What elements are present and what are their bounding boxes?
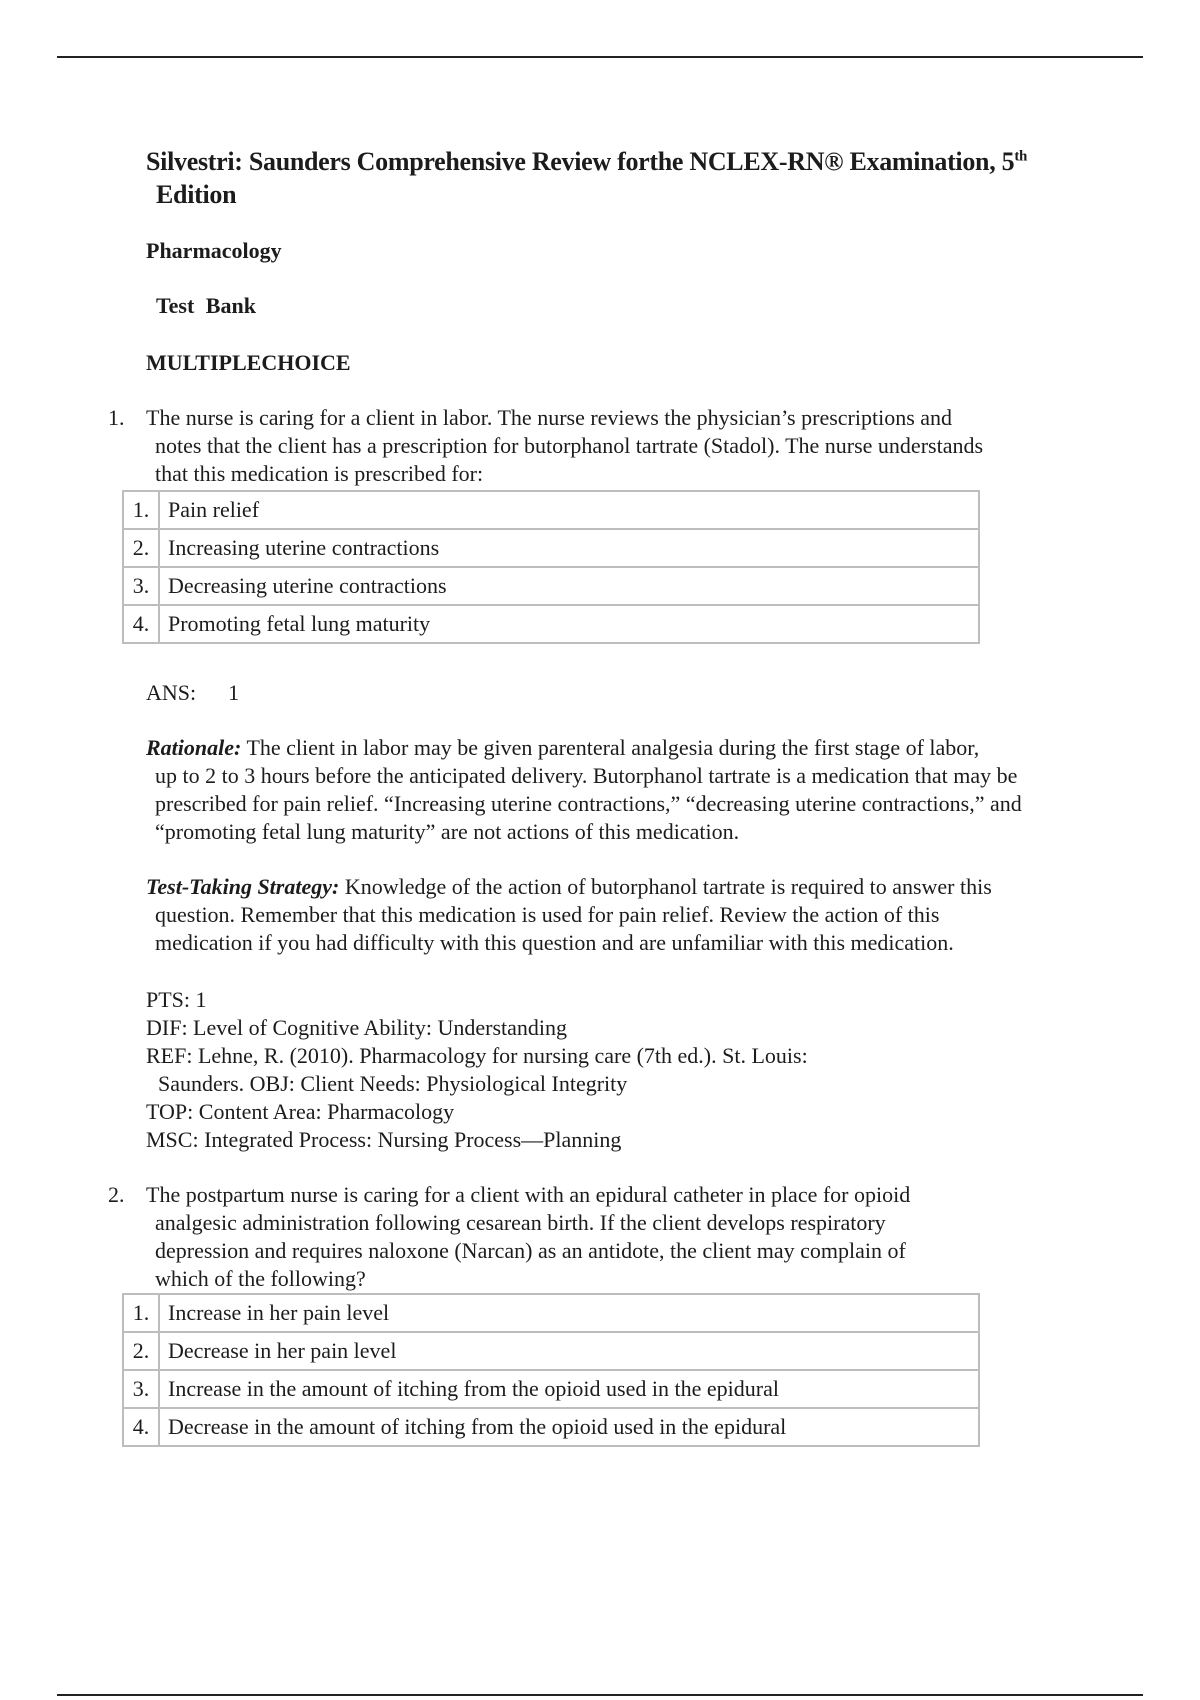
choice-number: 4.: [123, 1408, 159, 1446]
rationale-line-1: The client in labor may be given parenteral analgesia during the first stage of labor,: [241, 735, 980, 760]
choice-number: 3.: [123, 1370, 159, 1408]
rationale-line-3: prescribed for pain relief. “Increasing uterine contractions,” “decreasing uterine contractions,” and: [155, 791, 1022, 816]
choice-text: Promoting fetal lung maturity: [159, 605, 979, 643]
strategy-label: Test-Taking Strategy:: [146, 874, 340, 899]
bottom-rule: [57, 1694, 1143, 1696]
choice-number: 4.: [123, 605, 159, 643]
question-2-number: 2.: [108, 1182, 125, 1207]
question-2: [108, 1181, 1086, 1293]
section-heading: Pharmacology: [146, 238, 282, 263]
question-1-text: [146, 404, 1130, 488]
meta-obj: Saunders. OBJ: Client Needs: Physiological Integrity: [158, 1071, 628, 1096]
strategy-line-1: Knowledge of the action of butorphanol tartrate is required to answer this: [339, 874, 992, 899]
choice-row: [123, 1370, 979, 1408]
choice-row: [123, 605, 979, 643]
q1-line-3: that this medication is prescribed for:: [155, 461, 484, 486]
choice-number: 2.: [123, 529, 159, 567]
answer-value: 1: [228, 680, 240, 705]
choice-row: [123, 1294, 979, 1332]
choice-number: 2.: [123, 1332, 159, 1370]
question-1-choices: [122, 490, 980, 644]
meta-ref: REF: Lehne, R. (2010). Pharmacology for nursing care (7th ed.). St. Louis:: [146, 1043, 808, 1068]
choice-text: Decreasing uterine contractions: [159, 567, 979, 605]
question-1: [108, 404, 1130, 488]
choice-text: Increase in the amount of itching from the opioid used in the epidural: [159, 1370, 979, 1408]
choice-text: Decrease in the amount of itching from the opioid used in the epidural: [159, 1408, 979, 1446]
q2-line-3: depression and requires naloxone (Narcan) as an antidote, the client may complain of: [155, 1238, 906, 1263]
rationale-label: Rationale:: [146, 735, 242, 760]
q1-line-1: The nurse is caring for a client in labor. The nurse reviews the physician’s prescriptions and: [146, 405, 953, 430]
rationale-line-2: up to 2 to 3 hours before the anticipated delivery. Butorphanol tartrate is a medication that may be: [155, 763, 1018, 788]
choice-row: [123, 1408, 979, 1446]
question-1-metadata: [146, 986, 808, 1154]
choice-text: Decrease in her pain level: [159, 1332, 979, 1370]
choice-number: 1.: [123, 491, 159, 529]
meta-pts: PTS: 1: [146, 987, 207, 1012]
rationale-line-4: “promoting fetal lung maturity” are not actions of this medication.: [155, 819, 740, 844]
strategy-line-2: question. Remember that this medication is used for pain relief. Review the action of this: [155, 902, 940, 927]
question-1-number: 1.: [108, 405, 125, 430]
title-superscript: th: [1014, 148, 1028, 165]
choice-text: Increase in her pain level: [159, 1294, 979, 1332]
choice-number: 1.: [123, 1294, 159, 1332]
title-line-2: Edition: [156, 180, 237, 209]
strategy-line-3: medication if you had difficulty with this question and are unfamiliar with this medication.: [155, 930, 954, 955]
choice-row: [123, 567, 979, 605]
q2-line-1: The postpartum nurse is caring for a client with an epidural catheter in place for opioid: [146, 1182, 911, 1207]
question-2-choices: [122, 1293, 980, 1447]
q2-line-2: analgesic administration following cesarean birth. If the client develops respiratory: [155, 1210, 886, 1235]
answer-line: [146, 680, 239, 706]
answer-label: ANS:: [146, 680, 197, 705]
choice-text: Increasing uterine contractions: [159, 529, 979, 567]
meta-dif: DIF: Level of Cognitive Ability: Understanding: [146, 1015, 568, 1040]
meta-msc: MSC: Integrated Process: Nursing Process—Planning: [146, 1127, 622, 1152]
document-title: [146, 145, 1136, 211]
choice-number: 3.: [123, 567, 159, 605]
q1-line-2: notes that the client has a prescription for butorphanol tartrate (Stadol). The nurse understands: [155, 433, 984, 458]
choice-text: Pain relief: [159, 491, 979, 529]
choice-row: [123, 529, 979, 567]
choice-row: [123, 1332, 979, 1370]
test-bank-heading: Test Bank: [156, 293, 256, 318]
question-type-heading: MULTIPLECHOICE: [146, 350, 351, 375]
choice-row: [123, 491, 979, 529]
title-line-1: Silvestri: Saunders Comprehensive Review forthe NCLEX-RN® Examination, 5: [146, 147, 1015, 176]
question-2-text: [146, 1181, 1086, 1293]
top-rule: [57, 56, 1143, 58]
rationale-paragraph: [146, 734, 1152, 846]
strategy-paragraph: [146, 873, 1152, 957]
meta-top: TOP: Content Area: Pharmacology: [146, 1099, 455, 1124]
q2-line-4: which of the following?: [155, 1266, 366, 1291]
